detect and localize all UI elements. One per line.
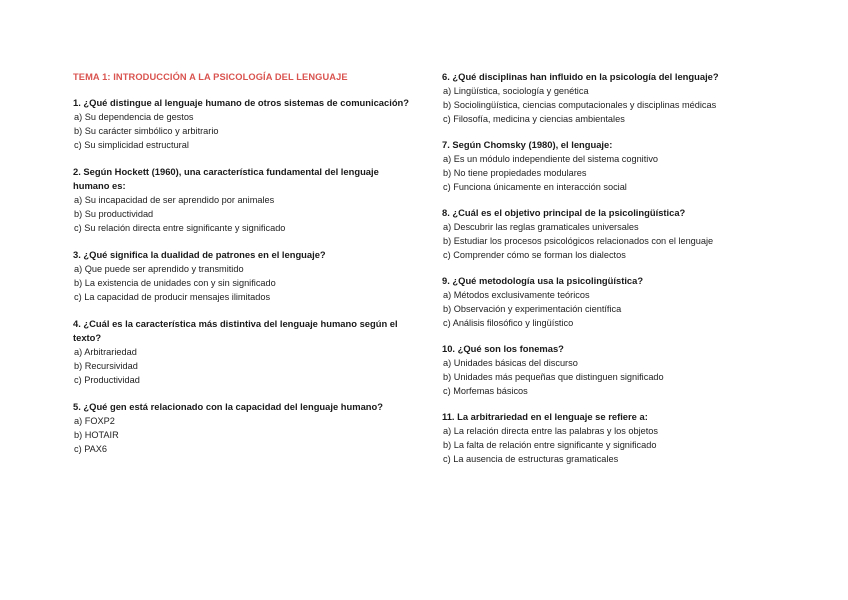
option-a: a) Su incapacidad de ser aprendido por animales <box>74 195 275 205</box>
options-list <box>442 152 772 194</box>
option-a: a) Métodos exclusivamente teóricos <box>443 290 590 300</box>
question-3 <box>73 248 413 304</box>
option-b: b) Su productividad <box>74 209 154 219</box>
question-5 <box>73 400 413 456</box>
question-text: 1. ¿Qué distingue al lenguaje humano de otros sistemas de comunicación? <box>73 97 410 108</box>
option-a: a) Arbitrariedad <box>74 347 137 357</box>
option-c: c) Funciona únicamente en interacción social <box>443 182 627 192</box>
question-9 <box>442 274 772 330</box>
option-c: c) Filosofía, medicina y ciencias ambientales <box>443 114 625 124</box>
option-a: a) Lingüística, sociología y genética <box>443 86 589 96</box>
question-text: 5. ¿Qué gen está relacionado con la capacidad del lenguaje humano? <box>73 401 383 412</box>
option-b: b) La existencia de unidades con y sin significado <box>74 278 276 288</box>
question-text: 4. ¿Cuál es la característica más distintiva del lenguaje humano según el texto? <box>73 318 398 343</box>
question-text: 7. Según Chomsky (1980), el lenguaje: <box>442 139 613 150</box>
question-6 <box>442 70 772 126</box>
option-a: a) La relación directa entre las palabras y los objetos <box>443 426 659 436</box>
document-title: TEMA 1: INTRODUCCIÓN A LA PSICOLOGÍA DEL LENGUAJE <box>73 72 348 82</box>
option-a: a) Que puede ser aprendido y transmitido <box>74 264 244 274</box>
question-10 <box>442 342 772 398</box>
option-b: b) Unidades más pequeñas que distinguen significado <box>443 372 664 382</box>
option-c: c) Análisis filosófico y lingüístico <box>443 318 574 328</box>
option-c: c) Su relación directa entre significante y significado <box>74 223 286 233</box>
option-c: c) Comprender cómo se forman los dialectos <box>443 250 626 260</box>
question-11 <box>442 410 772 466</box>
options-list <box>73 262 413 304</box>
question-4 <box>73 317 413 387</box>
options-list <box>442 288 772 330</box>
option-c: c) Productividad <box>74 375 140 385</box>
option-a: a) Descubrir las reglas gramaticales universales <box>443 222 639 232</box>
option-c: c) PAX6 <box>74 444 108 454</box>
question-7 <box>442 138 772 194</box>
options-list <box>73 414 413 456</box>
options-list <box>442 424 772 466</box>
question-text: 2. Según Hockett (1960), una característica fundamental del lenguaje humano es: <box>73 166 379 191</box>
option-b: b) La falta de relación entre significante y significado <box>443 440 657 450</box>
question-text: 8. ¿Cuál es el objetivo principal de la psicolingüística? <box>442 207 686 218</box>
question-text: 6. ¿Qué disciplinas han influido en la psicología del lenguaje? <box>442 71 719 82</box>
option-b: b) Estudiar los procesos psicológicos relacionados con el lenguaje <box>443 236 714 246</box>
right-column <box>442 70 772 478</box>
question-8 <box>442 206 772 262</box>
option-a: a) Su dependencia de gestos <box>74 112 194 122</box>
option-c: c) Su simplicidad estructural <box>74 140 189 150</box>
question-text: 9. ¿Qué metodología usa la psicolingüística? <box>442 275 644 286</box>
options-list <box>442 356 772 398</box>
option-c: c) La ausencia de estructuras gramaticales <box>443 454 619 464</box>
option-c: c) La capacidad de producir mensajes ilimitados <box>74 292 271 302</box>
options-list <box>73 193 413 235</box>
options-list <box>73 110 413 152</box>
question-text: 10. ¿Qué son los fonemas? <box>442 343 564 354</box>
question-1 <box>73 96 413 152</box>
options-list <box>73 345 413 387</box>
option-b: b) Recursividad <box>74 361 138 371</box>
option-b: b) Sociolingüística, ciencias computacionales y disciplinas médicas <box>443 100 717 110</box>
option-a: a) FOXP2 <box>74 416 115 426</box>
question-text: 11. La arbitrariedad en el lenguaje se refiere a: <box>442 411 648 422</box>
options-list <box>442 84 772 126</box>
option-b: b) Su carácter simbólico y arbitrario <box>74 126 219 136</box>
option-a: a) Es un módulo independiente del sistema cognitivo <box>443 154 659 164</box>
option-b: b) No tiene propiedades modulares <box>443 168 587 178</box>
option-a: a) Unidades básicas del discurso <box>443 358 578 368</box>
left-column <box>73 70 413 469</box>
option-b: b) HOTAIR <box>74 430 119 440</box>
question-text: 3. ¿Qué significa la dualidad de patrones en el lenguaje? <box>73 249 326 260</box>
question-2 <box>73 165 413 235</box>
option-b: b) Observación y experimentación científica <box>443 304 622 314</box>
options-list <box>442 220 772 262</box>
option-c: c) Morfemas básicos <box>443 386 528 396</box>
